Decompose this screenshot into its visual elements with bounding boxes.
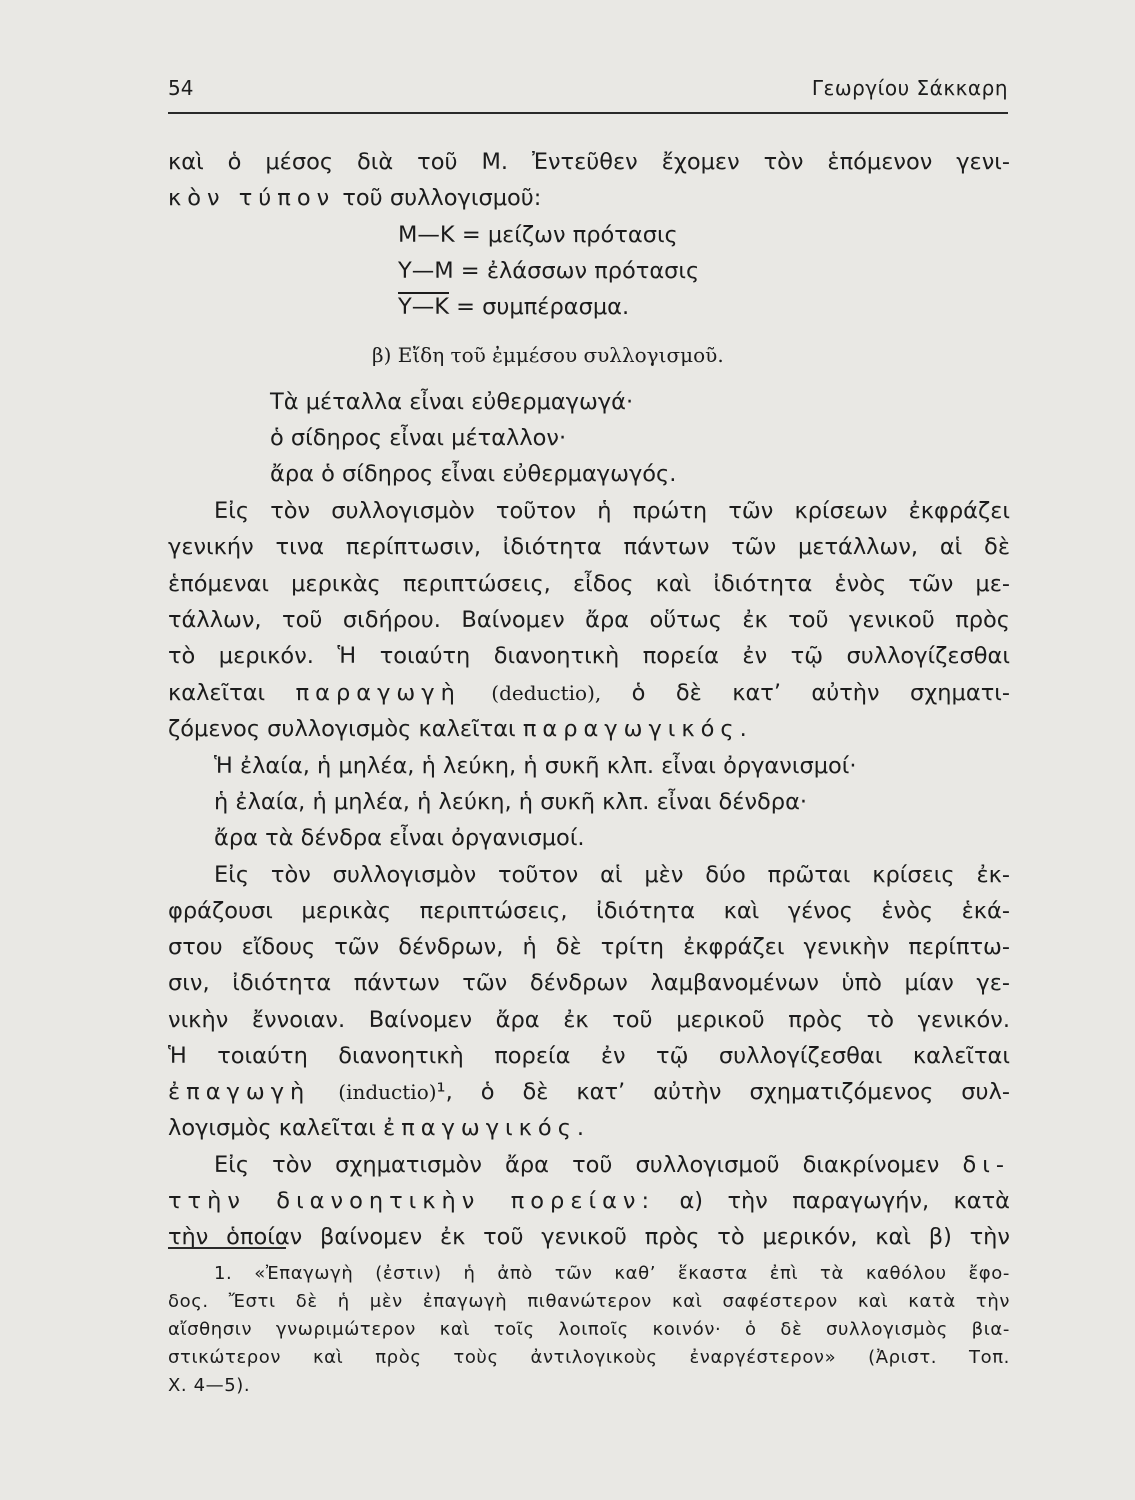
body-text: ζόμενος συλλογισμὸς καλεῖται xyxy=(168,716,523,742)
footnote-rule xyxy=(168,1247,286,1249)
body-line: ἑπόμεναι μερικὰς περιπτώσεις, εἶδος καὶ ἰδιότητα ἑνὸς τῶν με- xyxy=(168,571,1010,597)
footnote-line: αἴσθησιν γνωριμώτερον καὶ τοῖς λοιποῖς κοινόν· ὁ δὲ συλλογισμὸς βια- xyxy=(168,1319,1010,1340)
body-text: τοῦ συλλογισμοῦ: xyxy=(342,185,542,211)
body-line: τὴν ὁποίαν βαίνομεν ἐκ τοῦ γενικοῦ πρὸς τὸ μερικόν, καὶ β) τὴν xyxy=(168,1224,1010,1250)
latin-term: (inductio) xyxy=(338,1080,437,1104)
example-conclusion: ἄρα ὁ σίδηρος εἶναι εὐθερμαγωγός. xyxy=(270,461,677,487)
body-line: φράζουσι μερικὰς περιπτώσεις, ἰδιότητα καὶ γένος ἑνὸς ἑκά- xyxy=(168,898,1010,924)
body-text: Εἰς τὸν σχηματισμὸν ἄρα τοῦ συλλογισμοῦ διακρίνομεν xyxy=(214,1152,963,1178)
body-line: τὸ μερικόν. Ἡ τοιαύτη διανοητικὴ πορεία ἐν τῷ συλλογίζεσθαι xyxy=(168,643,1010,669)
body-line: καὶ ὁ μέσος διὰ τοῦ Μ. Ἐντεῦθεν ἔχομεν τὸν ἑπόμενον γενι- xyxy=(168,149,1010,175)
example-premise: ἡ ἐλαία, ἡ μηλέα, ἡ λεύκη, ἡ συκῆ κλπ. εἶναι δένδρα· xyxy=(214,789,808,815)
body-line xyxy=(168,1074,1010,1110)
syllogism-formula xyxy=(398,289,798,325)
body-text: α) τὴν παραγωγήν, κατὰ xyxy=(655,1188,1010,1214)
body-text: λογισμὸς καλεῖται xyxy=(168,1115,384,1141)
footnote-line: στικώτερον καὶ πρὸς τοὺς ἀντιλογικοὺς ἐναργέστερον» (Ἀριστ. Τοπ. xyxy=(168,1347,1010,1368)
spaced-term: δι- xyxy=(962,1152,1010,1178)
example-premise: ὁ σίδηρος εἶναι μέταλλον· xyxy=(270,425,567,451)
body-text: ὁ δὲ κατ’ αὐτὴν σχηματι- xyxy=(631,680,1010,706)
spaced-term: ἐπαγωγικός. xyxy=(383,1115,591,1141)
running-head: Γεωργίου Σάκκαρη xyxy=(811,76,1008,100)
body-line: Ἡ τοιαύτη διανοητικὴ πορεία ἐν τῷ συλλογίζεσθαι καλεῖται xyxy=(168,1043,1010,1069)
example-premise: Ἡ ἐλαία, ἡ μηλέα, ἡ λεύκη, ἡ συκῆ κλπ. εἶναι ὀργανισμοί· xyxy=(214,753,857,779)
body-line xyxy=(168,1183,1010,1219)
conclusion-term: Υ—Κ xyxy=(398,294,449,320)
conclusion-text: = συμπέρασμα. xyxy=(449,294,630,320)
body-line: Εἰς τὸν συλλογισμὸν τοῦτον ἡ πρώτη τῶν κρίσεων ἐκφράζει xyxy=(214,498,1010,524)
body-line: στου εἴδους τῶν δένδρων, ἡ δὲ τρίτη ἐκφράζει γενικὴν περίπτω- xyxy=(168,934,1010,960)
body-line xyxy=(168,180,1010,216)
body-line: Εἰς τὸν συλλογισμὸν τοῦτον αἱ μὲν δύο πρῶται κρίσεις ἐκ- xyxy=(214,862,1010,888)
body-line xyxy=(168,1110,1010,1146)
body-line xyxy=(168,711,1010,747)
footnote-line: Χ. 4—5). xyxy=(168,1375,251,1396)
spaced-term: κὸν τύπον xyxy=(168,185,336,211)
example-premise: Τὰ μέταλλα εἶναι εὐθερμαγωγά· xyxy=(270,389,634,415)
spaced-term: ἐπαγωγὴ xyxy=(168,1079,311,1105)
page-number: 54 xyxy=(168,76,194,100)
syllogism-formula: Υ—Μ = ἐλάσσων πρότασις xyxy=(398,258,700,284)
body-line: τάλλων, τοῦ σιδήρου. Βαίνομεν ἄρα οὕτως ἐκ τοῦ γενικοῦ πρὸς xyxy=(168,607,1010,633)
spaced-term: παραγωγικός. xyxy=(522,716,753,742)
footnote-line: δος. Ἔστι δὲ ἡ μὲν ἐπαγωγὴ πιθανώτερον καὶ σαφέστερον καὶ κατὰ τὴν xyxy=(168,1291,1010,1312)
latin-term: (deductio), xyxy=(491,681,602,705)
body-line: σιν, ἰδιότητα πάντων τῶν δένδρων λαμβανομένων ὑπὸ μίαν γε- xyxy=(168,970,1010,996)
body-text: καλεῖται xyxy=(168,680,266,706)
spaced-term: ττὴν διανοητικὴν πορείαν: xyxy=(168,1188,656,1214)
section-subheading: β) Εἴδη τοῦ ἐμμέσου συλλογισμοῦ. xyxy=(372,343,724,367)
body-text: ¹, ὁ δὲ κατ’ αὐτὴν σχηματιζόμενος συλ- xyxy=(436,1079,1011,1105)
body-line: γενικήν τινα περίπτωσιν, ἰδιότητα πάντων τῶν μετάλλων, αἱ δὲ xyxy=(168,534,1010,560)
body-line xyxy=(214,1147,1010,1183)
spaced-term: παραγωγὴ xyxy=(295,680,461,706)
example-conclusion: ἄρα τὰ δένδρα εἶναι ὀργανισμοί. xyxy=(214,825,585,851)
footnote-line: 1. «Ἐπαγωγὴ (ἐστιν) ἡ ἀπὸ τῶν καθ’ ἕκαστα ἐπὶ τὰ καθόλου ἔφο- xyxy=(214,1263,1010,1284)
body-line: νικὴν ἔννοιαν. Βαίνομεν ἄρα ἐκ τοῦ μερικοῦ πρὸς τὸ γενικόν. xyxy=(168,1007,1010,1033)
syllogism-formula: Μ—Κ = μείζων πρότασις xyxy=(398,222,678,248)
body-line xyxy=(168,675,1010,711)
page-header xyxy=(168,76,1008,114)
